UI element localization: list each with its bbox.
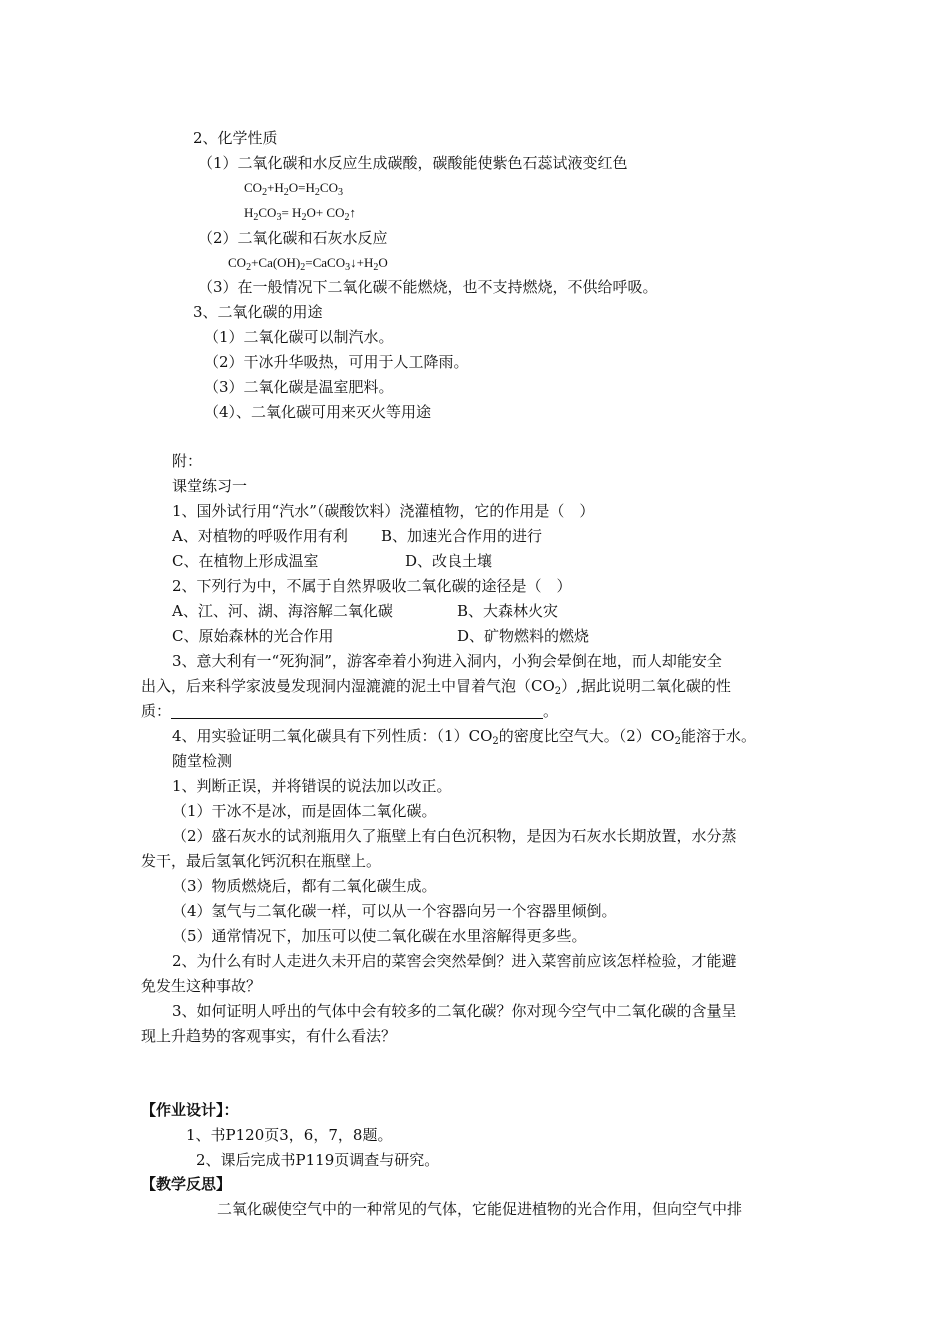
property-1: （1）二氧化碳和水反应生成碳酸，碳酸能使紫色石蕊试液变红色 (198, 154, 628, 172)
question-2-option-d: D、矿物燃料的燃烧 (457, 627, 590, 645)
homework-item: 1、书P120页3，6，7，8题。 (186, 1126, 393, 1144)
question-3-line-1: 3、意大利有一“死狗洞”，游客牵着小狗进入洞内，小狗会晕倒在地，而人却能安全 (172, 652, 722, 670)
formula-co2-limewater: $CO_2+Ca(OH)_2=CaCO_3↓+H_2O$ (228, 255, 388, 273)
question-2-option-a: A、江、河、湖、海溶解二氧化碳 (172, 602, 393, 620)
formula-h2co3-decompose: $H_2CO_3= H_2O+$ $CO_2↑$ (244, 205, 356, 223)
question-1: 1、国外试行用“汽水”（碳酸饮料）浇灌植物，它的作用是（ ） (172, 502, 595, 520)
test-question-1-item: （3）物质燃烧后，都有二氧化碳生成。 (172, 877, 437, 895)
use-item: （4）、二氧化碳可用来灭火等用途 (204, 403, 432, 421)
use-item: （3）二氧化碳是温室肥料。 (204, 378, 394, 396)
property-2: （2）二氧化碳和石灰水反应 (198, 229, 388, 247)
appendix-label: 附： (172, 452, 203, 470)
test-question-1: 1、判断正误，并将错误的说法加以改正。 (172, 777, 452, 795)
test-question-1-item: （4）氢气与二氧化碳一样，可以从一个容器向另一个容器里倾倒。 (172, 902, 617, 920)
question-4: 4、用实验证明二氧化碳具有下列性质：$(1)CO_2$的密度比空气大。$(2)CO_2$能溶于水。 (172, 727, 756, 747)
use-item: （2）干冰升华吸热，可用于人工降雨。 (204, 353, 469, 371)
question-2-option-b: B、大森林火灾 (457, 602, 559, 620)
test-question-2-line-1: 2、为什么有时人走进久未开启的菜窖会突然晕倒？进入菜窖前应该怎样检验，才能避 (172, 952, 737, 970)
question-1-option-a: A、对植物的呼吸作用有利 (172, 527, 348, 545)
use-item: （1）二氧化碳可以制汽水。 (204, 328, 394, 346)
question-3-line-2: 出入，后来科学家波曼发现洞内湿漉漉的泥土中冒着气泡$(CO_2)$,据此说明二氧化碳的性 (141, 677, 731, 697)
answer-blank[interactable] (171, 704, 543, 719)
question-1-option-c: C、在植物上形成温室 (172, 552, 319, 570)
reflection-text: 二氧化碳使空气中的一种常见的气体，它能促进植物的光合作用，但向空气中排 (217, 1200, 743, 1218)
test-question-2-line-2: 免发生这种事故？ (141, 977, 262, 995)
question-3-line-3: 质： 。 (141, 702, 559, 720)
homework-title: 【作业设计】： (141, 1101, 239, 1119)
homework-item: 2、课后完成书P119页调查与研究。 (196, 1151, 440, 1169)
test-question-1-item: （1）干冰不是冰，而是固体二氧化碳。 (172, 802, 437, 820)
property-3: （3）在一般情况下二氧化碳不能燃烧，也不支持燃烧，不供给呼吸。 (198, 278, 658, 296)
question-1-option-d: D、改良土壤 (405, 552, 493, 570)
question-2: 2、下列行为中，不属于自然界吸收二氧化碳的途径是（ ） (172, 577, 572, 595)
test-question-3-line-1: 3、如何证明人呼出的气体中会有较多的二氧化碳？你对现今空气中二氧化碳的含量呈 (172, 1002, 737, 1020)
reflection-title: 【教学反思】 (141, 1175, 232, 1193)
practice-title: 课堂练习一 (172, 477, 248, 495)
test-title: 随堂检测 (172, 752, 233, 770)
question-1-option-b: B、加速光合作用的进行 (381, 527, 543, 545)
test-question-1-item-continued: 发干，最后氢氧化钙沉积在瓶壁上。 (141, 852, 382, 870)
section-heading-chemical-properties: 2、化学性质 (193, 129, 278, 147)
formula-co2-water: $CO_2+H_2O=H_2CO_3$ (244, 180, 343, 198)
question-2-option-c: C、原始森林的光合作用 (172, 627, 334, 645)
test-question-1-item: （5）通常情况下，加压可以使二氧化碳在水里溶解得更多些。 (172, 927, 587, 945)
test-question-3-line-2: 现上升趋势的客观事实，有什么看法？ (141, 1027, 397, 1045)
test-question-1-item: （2）盛石灰水的试剂瓶用久了瓶壁上有白色沉积物，是因为石灰水长期放置，水分蒸 (172, 827, 737, 845)
section-heading-uses: 3、二氧化碳的用途 (193, 303, 323, 321)
